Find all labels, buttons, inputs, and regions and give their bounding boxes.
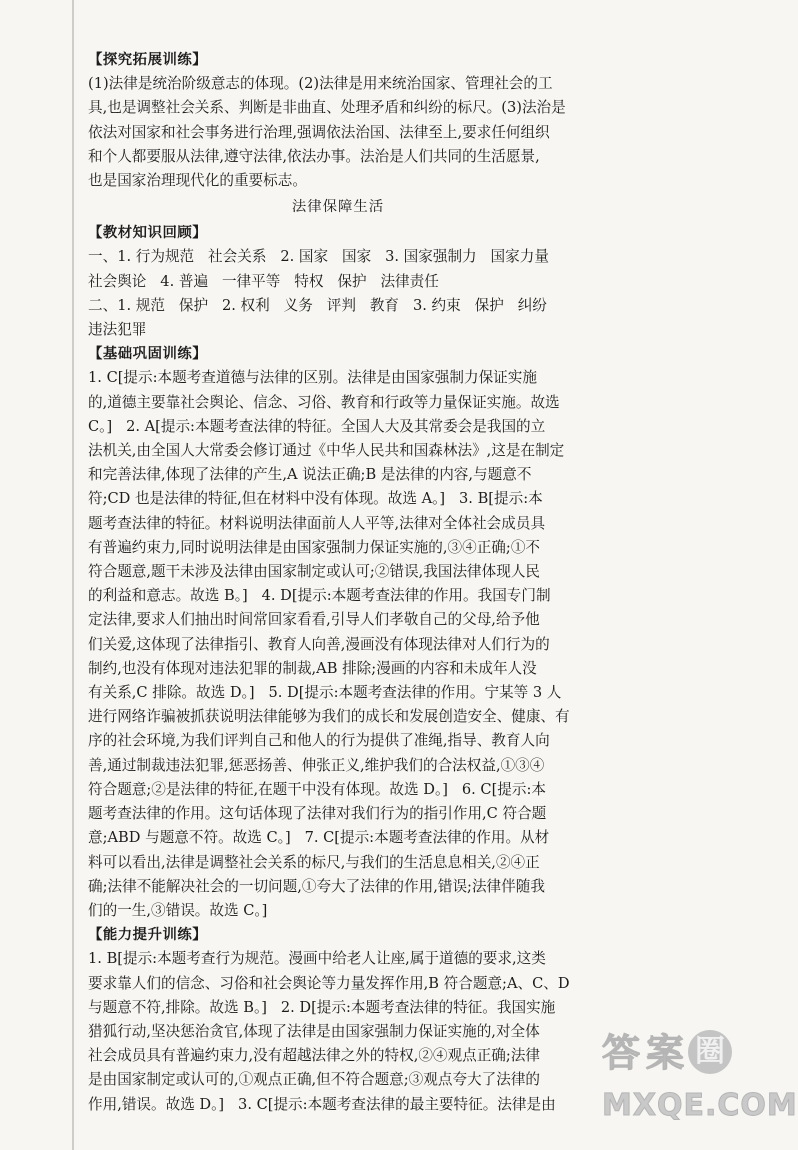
watermark-url: MXQE.COM <box>602 1088 798 1123</box>
review-heading: 【教材知识回顾】 <box>88 225 208 242</box>
text-line: 一、1. 行为规范 社会关系 2. 国家 国家 3. 国家强制力 国家力量 <box>88 248 549 266</box>
explore-heading: 【探究拓展训练】 <box>88 52 208 68</box>
text-line: 违法犯罪 <box>88 321 147 339</box>
text-line: 们的一生,③错误。故选 C。] <box>88 901 268 919</box>
text-line: 定法律,要求人们抽出时间常回家看看,引导人们孝敬自己的父母,给予他 <box>88 611 540 629</box>
text-line: 符;CD 也是法律的特征,但在材料中没有体现。故选 A。] 3. B[提示:本 <box>88 490 543 508</box>
text-line: 意;ABD 与题意不符。故选 C。] 7. C[提示:本题考查法律的作用。从材 <box>88 829 550 847</box>
text-line: 制约,也没有体现对违法犯罪的制裁,AB 排除;漫画的内容和未成年人没 <box>88 659 537 677</box>
explore-answer <box>88 72 588 193</box>
text-line: 具,也是调整社会关系、判断是非曲直、处理矛盾和纠纷的标尺。(3)法治是 <box>88 99 566 117</box>
watermark-char: 答 <box>601 1031 640 1075</box>
text-line: 也是国家治理现代化的重要标志。 <box>88 172 307 190</box>
text-line: 题考查法律的作用。这句话体现了法律对我们行为的指引作用,C 符合题 <box>88 805 547 823</box>
binding-margin-line <box>72 0 74 1150</box>
text-line: 作用,错误。故选 D。] 3. C[提示:本题考查法律的最主要特征。法律是由 <box>88 1095 556 1113</box>
text-line: 1. B[提示:本题考查行为规范。漫画中给老人让座,属于道德的要求,这类 <box>88 950 546 968</box>
text-line: 和完善法律,体现了法律的产生,A 说法正确;B 是法律的内容,与题意不 <box>88 466 532 484</box>
text-line: 料可以看出,法律是调整社会关系的标尺,与我们的生活息息相关,②④正 <box>88 853 540 871</box>
text-line: 题考查法律的特征。材料说明法律面前人人平等,法律对全体社会成员具 <box>88 514 546 532</box>
text-line: 1. C[提示:本题考查道德与法律的区别。法律是由国家强制力保证实施 <box>88 369 537 387</box>
text-line: 确;法律不能解决社会的一切问题,①夸大了法律的作用,错误;法律伴随我 <box>88 877 545 895</box>
basic-answers <box>88 366 588 923</box>
review-answers <box>88 245 588 342</box>
text-line: 进行网络诈骗被抓获说明法律能够为我们的成长和发展创造安全、健康、有 <box>88 708 570 726</box>
text-line: (1)法律是统治阶级意志的体现。(2)法律是用来统治国家、管理社会的工 <box>88 75 553 93</box>
watermark-logo <box>600 1030 732 1076</box>
watermark-char: 案 <box>645 1031 684 1075</box>
text-line: 有关系,C 排除。故选 D。] 5. D[提示:本题考查法律的作用。宁某等 3 人 <box>88 684 562 702</box>
basic-heading: 【基础巩固训练】 <box>88 346 208 363</box>
watermark-badge-icon: 圈 <box>688 1030 732 1074</box>
text-line: 社会成员具有普遍约束力,没有超越法律之外的特权,②④观点正确;法律 <box>88 1047 541 1065</box>
text-line: C。] 2. A[提示:本题考查法律的特征。全国人大及其常委会是我国的立 <box>88 417 546 435</box>
text-line: 序的社会环境,为我们评判自己和他人的行为提供了准绳,指导、教育人向 <box>88 732 550 750</box>
text-line: 社会舆论 4. 普遍 一律平等 特权 保护 法律责任 <box>88 272 439 290</box>
text-line: 善,通过制裁违法犯罪,惩恶扬善、伸张正义,维护我们的合法权益,①③④ <box>88 756 545 774</box>
ability-answers <box>88 947 588 1116</box>
text-line: 的,道德主要靠社会舆论、信念、习俗、教育和行政等力量保证实施。故选 <box>88 393 560 411</box>
text-line: 是由国家制定或认可的,①观点正确,但不符合题意;③观点夸大了法律的 <box>88 1071 541 1089</box>
text-line: 有普遍约束力,同时说明法律是由国家强制力保证实施的,③④正确;①不 <box>88 538 541 556</box>
text-line: 和个人都要服从法律,遵守法律,依法办事。法治是人们共同的生活愿景, <box>88 147 540 165</box>
text-line: 二、1. 规范 保护 2. 权利 义务 评判 教育 3. 约束 保护 纠纷 <box>88 296 547 314</box>
text-line: 要求靠人们的信念、习俗和社会舆论等力量发挥作用,B 符合题意;A、C、D <box>88 974 570 992</box>
text-line: 们关爱,这体现了法律指引、教育人向善,漫画没有体现法律对人们行为的 <box>88 635 550 653</box>
site-watermark <box>596 1030 798 1140</box>
text-line: 依法对国家和社会事务进行治理,强调依法治国、法律至上,要求任何组织 <box>88 123 550 141</box>
text-line: 与题意不符,排除。故选 B。] 2. D[提示:本题考查法律的特征。我国实施 <box>88 998 556 1016</box>
text-line: 符合题意;②是法律的特征,在题干中没有体现。故选 D。] 6. C[提示:本 <box>88 780 546 798</box>
text-line: 猎狐行动,坚决惩治贪官,体现了法律是由国家强制力保证实施的,对全体 <box>88 1022 540 1040</box>
answer-content <box>88 48 588 1117</box>
ability-heading: 【能力提升训练】 <box>88 927 208 944</box>
text-line: 符合题意,题干未涉及法律由国家制定或认可;②错误,我国法律体现人民 <box>88 563 541 581</box>
text-line: 的利益和意志。故选 B。] 4. D[提示:本题考查法律的作用。我国专门制 <box>88 587 551 605</box>
text-line: 法机关,由全国人大常委会修订通过《中华人民共和国森林法》,这是在制定 <box>88 442 565 460</box>
lesson-title: 法律保障生活 <box>291 199 385 216</box>
